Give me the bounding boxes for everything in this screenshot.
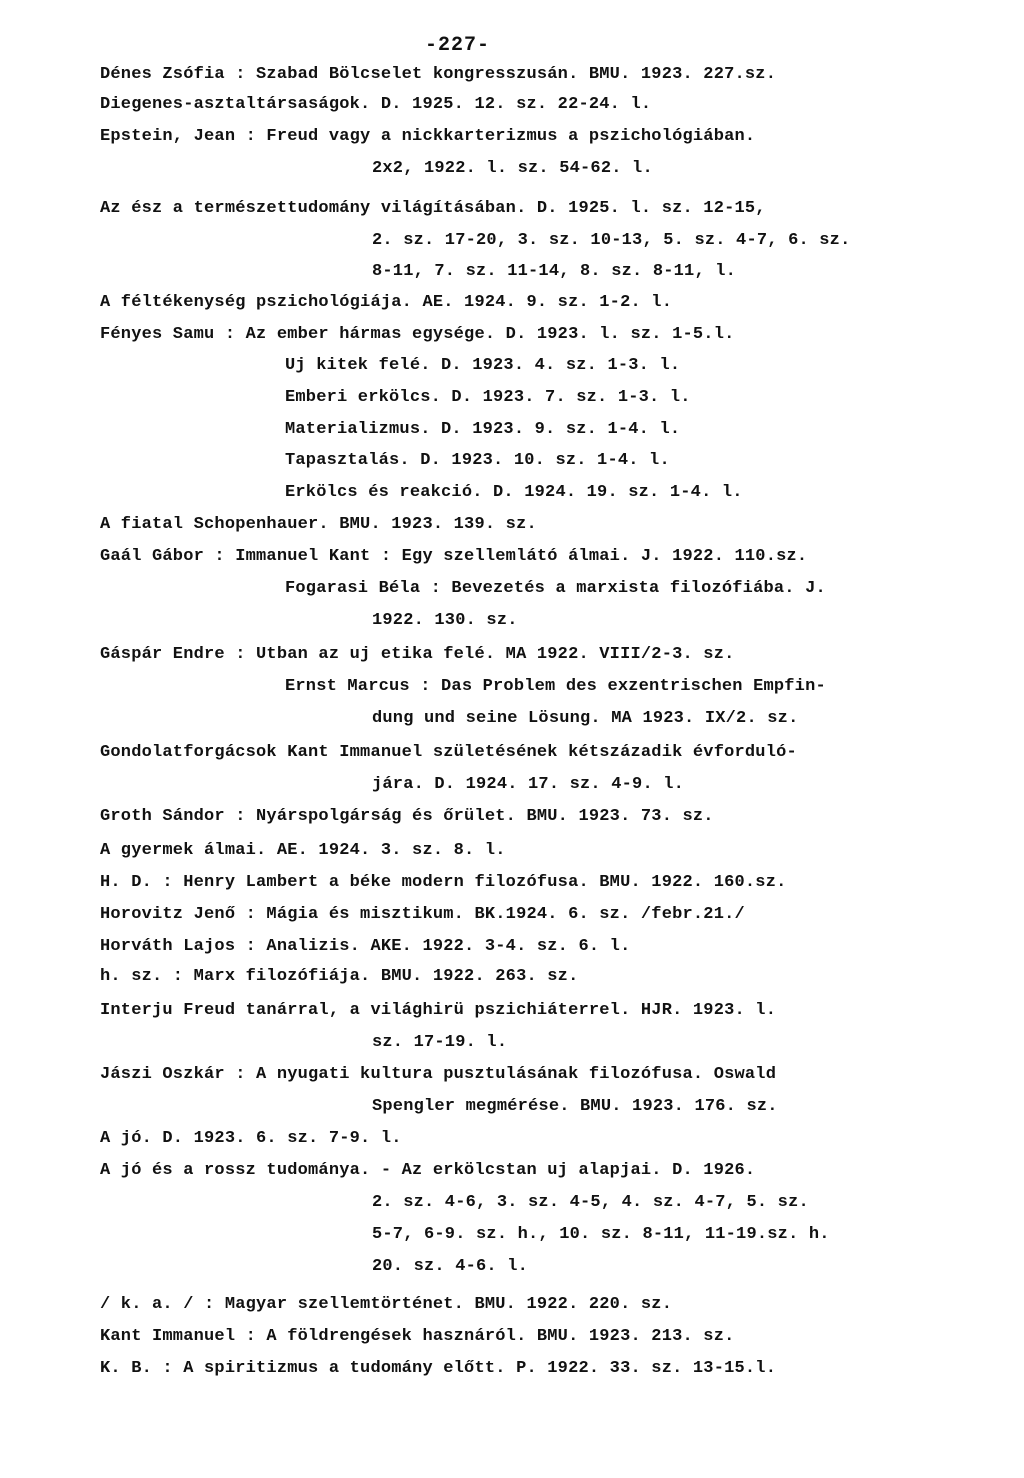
entry-line: Gondolatforgácsok Kant Immanuel születésének kétszázadik évforduló- <box>100 743 797 762</box>
entry-line: h. sz. : Marx filozófiája. BMU. 1922. 263. sz. <box>100 967 579 986</box>
entry-line: Fényes Samu : Az ember hármas egysége. D. 1923. l. sz. 1-5.l. <box>100 325 735 344</box>
entry-line: Dénes Zsófia : Szabad Bölcselet kongresszusán. BMU. 1923. 227.sz. <box>100 65 777 84</box>
entry-line: Interju Freud tanárral, a világhirü pszichiáterrel. HJR. 1923. l. <box>100 1001 777 1020</box>
entry-line: dung und seine Lösung. MA 1923. IX/2. sz. <box>372 709 799 728</box>
entry-line: Horovitz Jenő : Mágia és misztikum. BK.1924. 6. sz. /febr.21./ <box>100 905 745 924</box>
entry-line: Ernst Marcus : Das Problem des exzentrischen Empfin- <box>285 677 826 696</box>
entry-line: 20. sz. 4-6. l. <box>372 1257 529 1276</box>
entry-line: H. D. : Henry Lambert a béke modern filozófusa. BMU. 1922. 160.sz. <box>100 873 787 892</box>
entry-line: / k. a. / : Magyar szellemtörténet. BMU. 1922. 220. sz. <box>100 1295 673 1314</box>
entry-line: 2. sz. 17-20, 3. sz. 10-13, 5. sz. 4-7, 6. sz. <box>372 231 851 250</box>
entry-line: K. B. : A spiritizmus a tudomány előtt. P. 1922. 33. sz. 13-15.l. <box>100 1359 777 1378</box>
entry-line: Gáspár Endre : Utban az uj etika felé. MA 1922. VIII/2-3. sz. <box>100 645 735 664</box>
entry-line: A féltékenység pszichológiája. AE. 1924. 9. sz. 1-2. l. <box>100 293 673 312</box>
entry-line: A jó. D. 1923. 6. sz. 7-9. l. <box>100 1129 402 1148</box>
entry-line: Kant Immanuel : A földrengések hasznáról. BMU. 1923. 213. sz. <box>100 1327 735 1346</box>
entry-line: Materializmus. D. 1923. 9. sz. 1-4. l. <box>285 420 681 439</box>
entry-line: Uj kitek felé. D. 1923. 4. sz. 1-3. l. <box>285 356 681 375</box>
entry-line: Epstein, Jean : Freud vagy a nickkarterizmus a pszichológiában. <box>100 127 756 146</box>
entry-line: 8-11, 7. sz. 11-14, 8. sz. 8-11, l. <box>372 262 737 281</box>
entry-line: Diegenes-asztaltársaságok. D. 1925. 12. sz. 22-24. l. <box>100 95 652 114</box>
entry-line: 2. sz. 4-6, 3. sz. 4-5, 4. sz. 4-7, 5. sz. <box>372 1193 809 1212</box>
entry-line: sz. 17-19. l. <box>372 1033 508 1052</box>
entry-line: A jó és a rossz tudománya. - Az erkölcstan uj alapjai. D. 1926. <box>100 1161 756 1180</box>
entry-line: 2x2, 1922. l. sz. 54-62. l. <box>372 159 653 178</box>
entry-line: Erkölcs és reakció. D. 1924. 19. sz. 1-4. l. <box>285 483 743 502</box>
entry-line: jára. D. 1924. 17. sz. 4-9. l. <box>372 775 685 794</box>
entry-line: A gyermek álmai. AE. 1924. 3. sz. 8. l. <box>100 841 506 860</box>
entry-line: Spengler megmérése. BMU. 1923. 176. sz. <box>372 1097 778 1116</box>
entry-line: Emberi erkölcs. D. 1923. 7. sz. 1-3. l. <box>285 388 691 407</box>
page-number: -227- <box>425 34 491 57</box>
entry-line: Az ész a természettudomány világításában. D. 1925. l. sz. 12-15, <box>100 199 766 218</box>
entry-line: A fiatal Schopenhauer. BMU. 1923. 139. sz. <box>100 515 537 534</box>
entry-line: 1922. 130. sz. <box>372 611 518 630</box>
entry-line: Tapasztalás. D. 1923. 10. sz. 1-4. l. <box>285 451 670 470</box>
entry-line: 5-7, 6-9. sz. h., 10. sz. 8-11, 11-19.sz. h. <box>372 1225 830 1244</box>
entry-line: Horváth Lajos : Analizis. AKE. 1922. 3-4. sz. 6. l. <box>100 937 631 956</box>
entry-line: Gaál Gábor : Immanuel Kant : Egy szellemlátó álmai. J. 1922. 110.sz. <box>100 547 808 566</box>
entry-line: Jászi Oszkár : A nyugati kultura pusztulásának filozófusa. Oswald <box>100 1065 777 1084</box>
entry-line: Fogarasi Béla : Bevezetés a marxista filozófiába. J. <box>285 579 826 598</box>
entry-line: Groth Sándor : Nyárspolgárság és őrület. BMU. 1923. 73. sz. <box>100 807 714 826</box>
